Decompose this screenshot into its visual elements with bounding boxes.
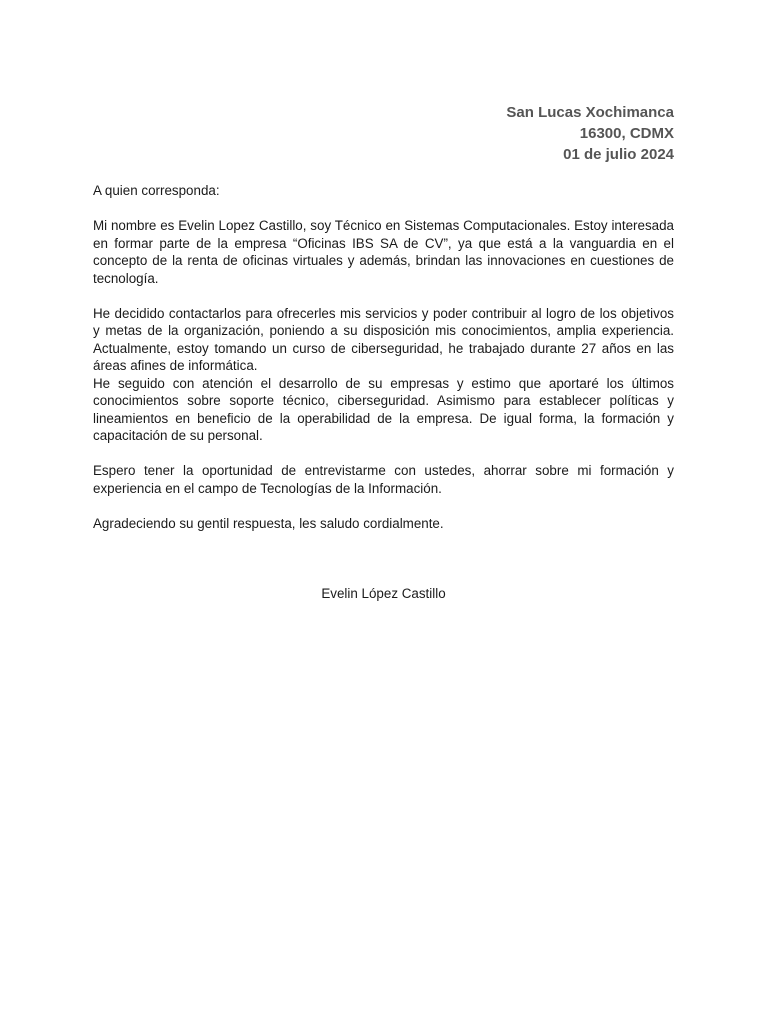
paragraph-interview: Espero tener la oportunidad de entrevistarme con ustedes, ahorrar sobre mi formación y experiencia en el campo de Tecnologías de la Información.: [93, 463, 674, 496]
letter-greeting: A quien corresponda:: [93, 183, 220, 198]
letter-header: [93, 102, 674, 165]
letter-closing: Agradeciendo su gentil respuesta, les saludo cordialmente.: [93, 515, 444, 531]
paragraph-contribution: He seguido con atención el desarrollo de su empresas y estimo que aportaré los últimos conocimientos sobre soporte técnico, ciberseguridad. Asimismo para establecer políticas y lineamientos en beneficio de la operabilidad de la empresa. De igual forma, la formación y capacitación de su personal.: [93, 375, 674, 443]
header-location: San Lucas Xochimanca: [506, 104, 674, 121]
header-date: 01 de julio 2024: [563, 146, 674, 163]
letter-signature: Evelin López Castillo: [321, 586, 446, 601]
header-postal: 16300, CDMX: [579, 125, 674, 142]
letter-page: [93, 102, 674, 603]
paragraph-offer: He decidido contactarlos para ofrecerles mis servicios y poder contribuir al logro de los objetivos y metas de la organización, poniendo a su disposición mis conocimientos, amplia experiencia. Actualmente, estoy tomando un curso de ciberseguridad, he trabajado durante 27 años en las áreas afines de informática.: [93, 305, 674, 373]
paragraph-introduction: Mi nombre es Evelin Lopez Castillo, soy Técnico en Sistemas Computacionales. Estoy interesada en formar parte de la empresa “Oficinas IBS SA de CV”, ya que está a la vanguardia en el concepto de la renta de oficinas virtuales y además, brindan las innovaciones en cuestiones de tecnología.: [93, 218, 674, 286]
letter-body: [93, 182, 674, 532]
